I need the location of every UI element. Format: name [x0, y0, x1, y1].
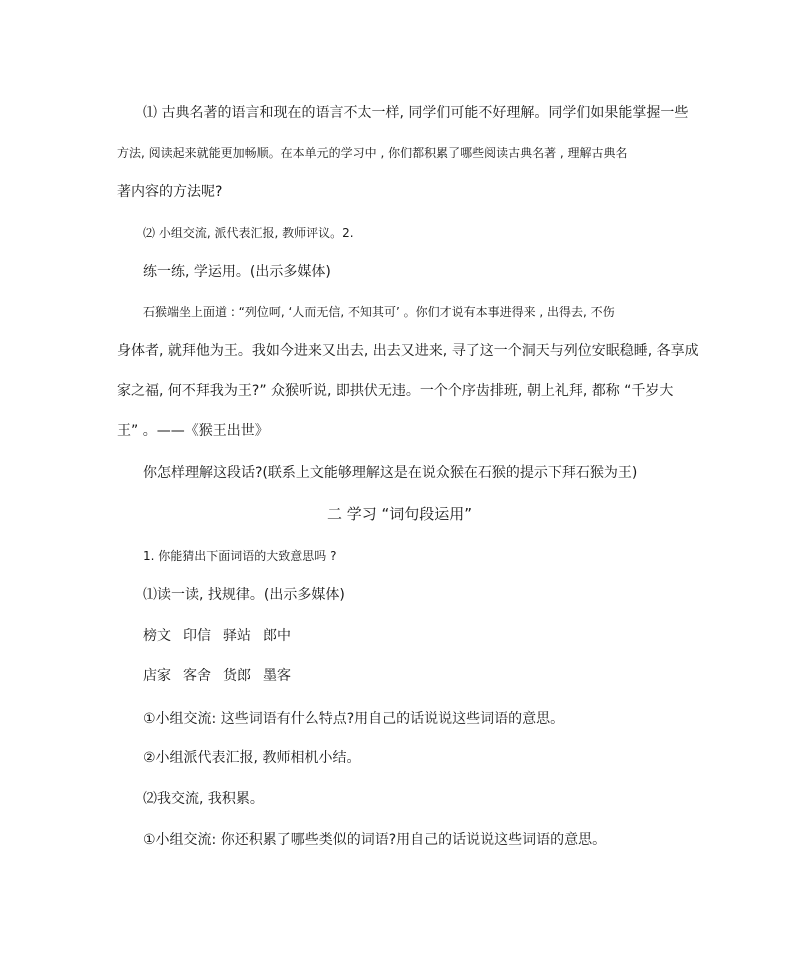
word-item: 货郎	[223, 668, 251, 684]
quote-line-1: 石猴端坐上面道 : “列位呵, ‘人而无信, 不知其可’ 。你们才说有本事进得来 , 出得去, 不伤	[143, 305, 615, 319]
word-item: 郎中	[263, 628, 291, 644]
question-paragraph: 你怎样理解这段话?(联系上文能够理解这是在说众猴在石猴的提示下拜石猴为王)	[143, 465, 638, 481]
word-item: 印信	[183, 628, 211, 644]
step-3: ①小组交流: 你还积累了哪些类似的词语?用自己的话说说这些词语的意思。	[143, 832, 607, 848]
paragraph-2: ⑵ 小组交流, 派代表汇报, 教师评议。2.	[143, 226, 354, 240]
paragraph-1-line-1: ⑴ 古典名著的语言和现在的语言不太一样, 同学们可能不好理解。同学们如果能掌握一些	[143, 105, 689, 121]
word-row-1	[143, 629, 303, 643]
word-item: 客舍	[183, 668, 211, 684]
word-item: 墨客	[263, 668, 291, 684]
quote-line-2: 身体者, 就拜他为王。我如今进来又出去, 出去又进来, 寻了这一个洞天与列位安眠稳睡, 各享成	[117, 343, 699, 359]
word-item: 驿站	[223, 628, 251, 644]
word-item: 榜文	[143, 628, 171, 644]
word-item: 店家	[143, 668, 171, 684]
paragraph-1-line-2: 方法, 阅读起来就能更加畅顺。在本单元的学习中 , 你们都积累了哪些阅读古典名著 , 理解古典名	[117, 146, 628, 160]
step-1: ①小组交流: 这些词语有什么特点?用自己的话说说这些词语的意思。	[143, 711, 565, 727]
quote-line-4: 王” 。——《猴王出世》	[117, 423, 269, 439]
sub-question-2: ⑵我交流, 我积累。	[143, 791, 264, 807]
sub-question-1: ⑴读一读, 找规律。(出示多媒体)	[143, 587, 345, 603]
word-row-2	[143, 669, 303, 683]
quote-line-3: 家之福, 何不拜我为王?” 众猴听说, 即拱伏无违。一个个序齿排班, 朝上礼拜, 都称 “千岁大	[117, 383, 674, 399]
paragraph-1-line-3: 著内容的方法呢?	[117, 184, 223, 200]
question-1: 1. 你能猜出下面词语的大致意思吗 ?	[143, 549, 337, 563]
section-heading: 二 学习 “词句段运用”	[327, 505, 473, 523]
paragraph-3: 练一练, 学运用。(出示多媒体)	[143, 264, 331, 280]
step-2: ②小组派代表汇报, 教师相机小结。	[143, 750, 361, 766]
